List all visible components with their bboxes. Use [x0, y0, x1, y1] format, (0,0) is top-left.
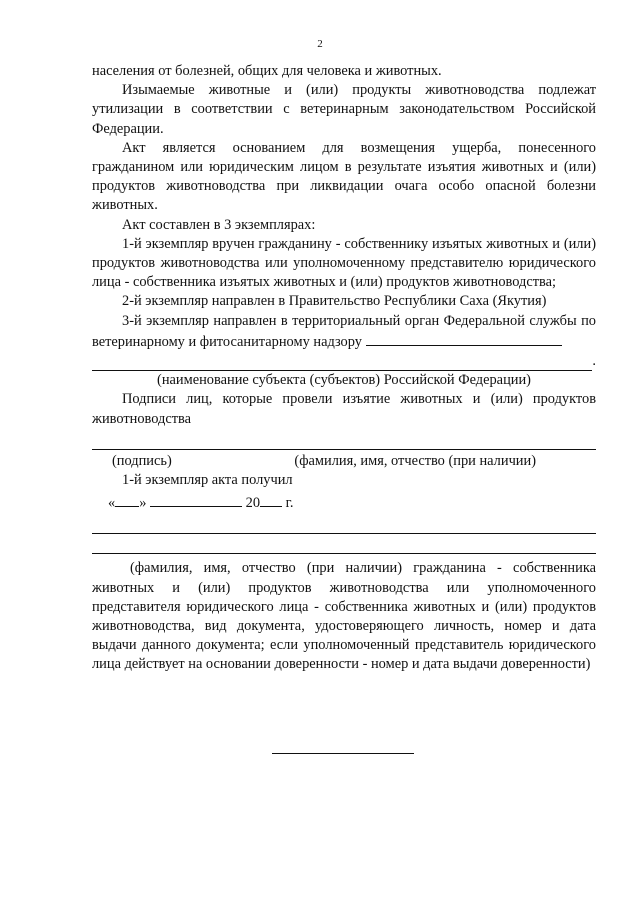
date-line: [92, 492, 596, 513]
paragraph-disposal: Изымаемые животные и (или) продукты животноводства подлежат утилизации в соответствии с ветеринарным законодательством Российской Федерации.: [92, 82, 596, 137]
agency-line-row: [92, 352, 596, 371]
signature-captions: [92, 452, 596, 471]
recipient-line-2: [92, 539, 596, 554]
date-year-blank: [260, 492, 282, 507]
paragraph-copy-2: 2-й экземпляр направлен в Правительство Республики Саха (Якутия): [122, 293, 547, 310]
paragraph-signatures: Подписи лиц, которые провели изъятие животных и (или) продуктов животноводства: [92, 391, 596, 427]
agency-line-end: .: [592, 353, 596, 370]
date-month-blank: [150, 492, 242, 507]
page-number: 2: [317, 38, 323, 50]
paragraph-copies: Акт составлен в 3 экземплярах:: [122, 216, 316, 233]
date-day-blank: [115, 492, 139, 507]
paragraph-copy-1: 1-й экземпляр вручен гражданину - собственнику изъятых животных и (или) продуктов животноводства или уполномоченному представителю юридического лица - собственника изъятых животных и (или) продуктов животноводства;: [92, 235, 596, 291]
paragraph-copy-3: [92, 312, 596, 352]
paragraph-received: 1-й экземпляр акта получил: [122, 472, 293, 489]
date-year: 20: [245, 495, 261, 512]
paragraph-population: населения от болезней, общих для человека и животных.: [92, 63, 442, 79]
agency-line: [366, 331, 562, 346]
fio-label: (фамилия, имя, отчество (при наличии): [294, 452, 536, 469]
caption-citizen: (фамилия, имя, отчество (при наличии) гражданина - собственника животных и (или) продуктов животноводства или уполномоченного представителя юридического лица - собственника животных и (или) продуктов животноводства, вид документа, удостоверяющего личность, номер и дата выдачи данного документа; если уполномоченный представитель юридического лица действует на основании доверенности - номер и дата выдачи доверенности): [92, 560, 596, 673]
date-suffix: г.: [285, 495, 294, 512]
signature-label: (подпись): [112, 452, 172, 469]
date-close: »: [139, 495, 147, 512]
date-open: «: [108, 495, 116, 512]
agency-line-2: [92, 356, 592, 371]
recipient-line-1: [92, 519, 596, 534]
document-body: [92, 62, 596, 675]
signature-line: [92, 435, 596, 450]
end-rule: [272, 753, 414, 754]
paragraph-compensation: Акт является основанием для возмещения ущерба, понесенного гражданином или юридическим лицом в результате изъятия животных и (или) продуктов животноводства при ликвидации очага особо опасной болезни животных.: [92, 139, 596, 214]
caption-subject: (наименование субъекта (субъектов) Российской Федерации): [157, 372, 531, 389]
paragraph-copy-3-text: 3-й экземпляр направлен в территориальный орган Федеральной службы по ветеринарному и фитосанитарному надзору: [92, 312, 596, 350]
